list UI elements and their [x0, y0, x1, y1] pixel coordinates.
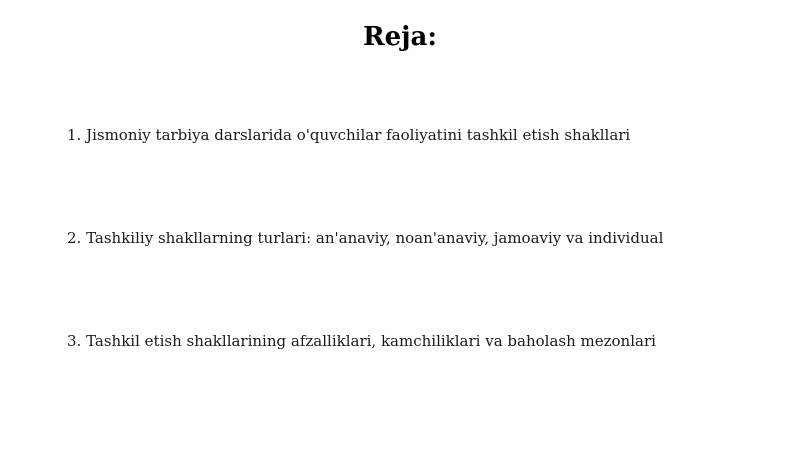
plan-item-2: 2. Tashkiliy shakllarning turlari: an'anaviy, noan'anaviy, jamoaviy va individual	[67, 229, 664, 247]
slide-title: Reja:	[362, 22, 437, 52]
plan-item-1: 1. Jismoniy tarbiya darslarida o'quvchilar faoliyatini tashkil etish shakllari	[67, 126, 631, 144]
plan-item-3: 3. Tashkil etish shakllarining afzalliklari, kamchiliklari va baholash mezonlari	[67, 332, 656, 350]
